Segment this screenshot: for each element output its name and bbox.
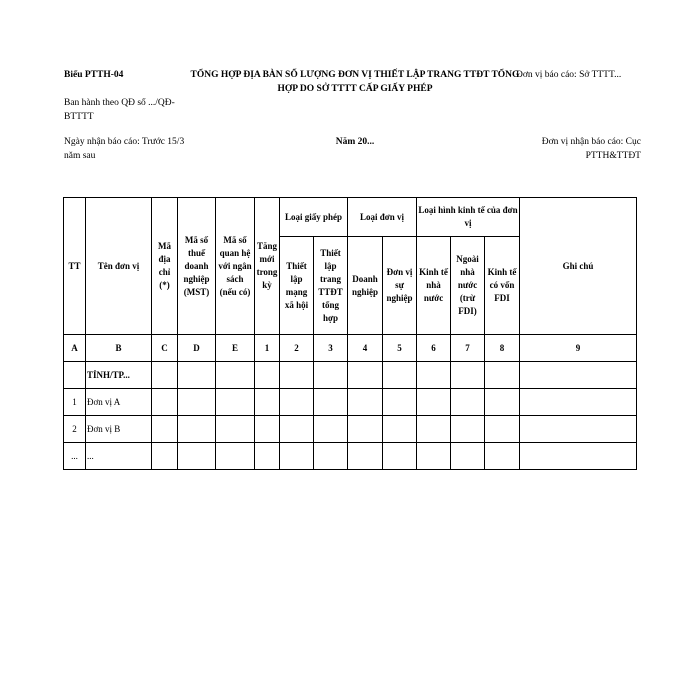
row-name: Đơn vị A: [86, 389, 152, 416]
table-row: [64, 443, 637, 470]
code-cell: 3: [314, 335, 348, 362]
cell: [280, 389, 314, 416]
header-econ-non-state: Ngoài nhà nước (trừ FDI): [451, 237, 485, 335]
cell: [451, 443, 485, 470]
header-economic-type: Loại hình kinh tế của đơn vị: [417, 198, 520, 237]
cell: [520, 389, 637, 416]
code-cell: 5: [383, 335, 417, 362]
report-year: Năm 20...: [335, 137, 375, 147]
cell: [178, 362, 216, 389]
cell: [417, 416, 451, 443]
code-cell: C: [152, 335, 178, 362]
header-license-portal: Thiết lập trang TTĐT tổng hợp: [314, 237, 348, 335]
row-name: Đơn vị B: [86, 416, 152, 443]
cell: [178, 389, 216, 416]
cell: [280, 416, 314, 443]
cell: [255, 443, 280, 470]
issued-under: Ban hành theo QĐ số .../QĐ-BTTTT: [64, 98, 175, 122]
code-cell: B: [86, 335, 152, 362]
cell: [348, 416, 383, 443]
cell: [255, 416, 280, 443]
form-code: Biểu PTTH-04: [64, 70, 124, 80]
header-tax-code: Mã số thuế doanh nghiệp (MST): [178, 198, 216, 335]
code-cell: 1: [255, 335, 280, 362]
cell: [255, 362, 280, 389]
header-license-type: Loại giấy phép: [280, 198, 348, 237]
cell: [485, 389, 520, 416]
header-row-1: [64, 198, 637, 237]
cell: [348, 443, 383, 470]
header-license-social: Thiết lập mạng xã hội: [280, 237, 314, 335]
row-name: TỈNH/TP...: [86, 362, 152, 389]
row-name: ...: [86, 443, 152, 470]
cell: [152, 362, 178, 389]
cell: [417, 443, 451, 470]
code-cell: 4: [348, 335, 383, 362]
cell: [383, 389, 417, 416]
cell: [178, 416, 216, 443]
table-row: [64, 416, 637, 443]
code-cell: 6: [417, 335, 451, 362]
cell: [280, 443, 314, 470]
cell: [216, 416, 255, 443]
receive-date: Ngày nhận báo cáo: Trước 15/3 năm sau: [64, 137, 185, 161]
cell: [314, 362, 348, 389]
row-tt: [64, 362, 86, 389]
cell: [485, 443, 520, 470]
cell: [520, 362, 637, 389]
cell: [216, 389, 255, 416]
code-cell: 8: [485, 335, 520, 362]
cell: [314, 416, 348, 443]
header-budget-code: Mã số quan hệ với ngân sách (nếu có): [216, 198, 255, 335]
cell: [152, 389, 178, 416]
cell: [348, 389, 383, 416]
reporting-unit: Đơn vị báo cáo: Sở TTTT...: [516, 70, 622, 80]
code-cell: D: [178, 335, 216, 362]
cell: [451, 389, 485, 416]
cell: [451, 416, 485, 443]
header-unit-type: Loại đơn vị: [348, 198, 417, 237]
header-econ-state: Kinh tế nhà nước: [417, 237, 451, 335]
header-econ-fdi: Kinh tế có vốn FDI: [485, 237, 520, 335]
cell: [417, 362, 451, 389]
header-notes: Ghi chú: [520, 198, 637, 335]
cell: [451, 362, 485, 389]
report-table: [63, 197, 637, 470]
cell: [485, 416, 520, 443]
table-row: [64, 389, 637, 416]
cell: [485, 362, 520, 389]
cell: [152, 443, 178, 470]
cell: [178, 443, 216, 470]
table-row: [64, 362, 637, 389]
row-tt: 2: [64, 416, 86, 443]
header-unit-enterprise: Doanh nghiệp: [348, 237, 383, 335]
cell: [314, 443, 348, 470]
cell: [383, 443, 417, 470]
code-cell: 7: [451, 335, 485, 362]
cell: [216, 362, 255, 389]
cell: [216, 443, 255, 470]
cell: [314, 389, 348, 416]
header-unit-name: Tên đơn vị: [86, 198, 152, 335]
cell: [348, 362, 383, 389]
column-code-row: [64, 335, 637, 362]
cell: [255, 389, 280, 416]
cell: [520, 443, 637, 470]
header-unit-public: Đơn vị sự nghiệp: [383, 237, 417, 335]
cell: [383, 416, 417, 443]
cell: [280, 362, 314, 389]
cell: [152, 416, 178, 443]
header-new-in-period: Tăng mới trong kỳ: [255, 198, 280, 335]
cell: [383, 362, 417, 389]
code-cell: 2: [280, 335, 314, 362]
row-tt: 1: [64, 389, 86, 416]
code-cell: 9: [520, 335, 637, 362]
document-title: TỔNG HỢP ĐỊA BÀN SỐ LƯỢNG ĐƠN VỊ THIẾT LẬP TRANG TTĐT TỔNG HỢP DO SỞ TTTT CẤP GIẤY PHÉP: [190, 70, 520, 94]
receiving-unit: Đơn vị nhận báo cáo: Cục PTTH&TTĐT: [541, 137, 641, 161]
header-tt: TT: [64, 198, 86, 335]
code-cell: A: [64, 335, 86, 362]
cell: [520, 416, 637, 443]
header-address-code: Mã địa chỉ (*): [152, 198, 178, 335]
code-cell: E: [216, 335, 255, 362]
row-tt: ...: [64, 443, 86, 470]
cell: [417, 389, 451, 416]
